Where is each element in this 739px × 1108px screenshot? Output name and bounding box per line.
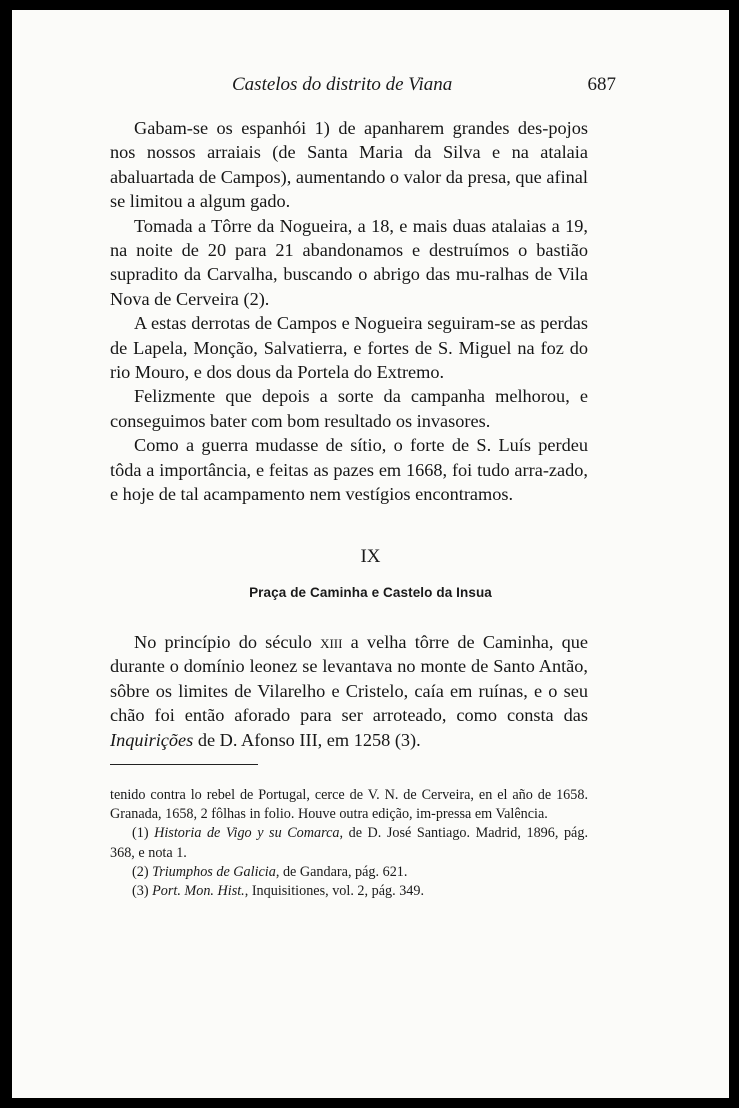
main-text [110,116,588,507]
century-numeral: xiii [320,632,343,652]
section-p1-italic: Inquirições [110,729,194,750]
footnote-2 [110,863,588,882]
section-p1-mid: a velha tôrre de Caminha, que durante o domínio leonez se levantava no monte de Santo Antão, sôbre os limites de Vilarelho e Cristelo, caía em ruínas, e o seu chão foi então aforado para ser arroteado, como consta das [110,632,588,726]
footnote-2-mark: (2) [132,863,153,880]
page-header [12,74,729,104]
paragraph-2: Tomada a Tôrre da Nogueira, a 18, e mais duas atalaias a 19, na noite de 20 para 21 abandonamos e destruímos o bastião supradito da Carvalha, buscando o abrigo das mu-ralhas de Vila Nova de Cerveira (2). [110,215,588,309]
footnote-3 [110,882,588,901]
footnote-continuation: tenido contra lo rebel de Portugal, cerce de V. N. de Cerveira, en el año de 1658. Granada, 1658, 2 fôlhas in folio. Houve outra edição, im-pressa em Valência. [110,787,588,823]
section-title: Praça de Caminha e Castelo da Insua [249,585,492,600]
paragraph-1: Gabam-se os espanhói 1) de apanharem grandes des-pojos nos nossos arraiais (de Santa Maria da Silva e na atalaia abaluartada de Campos), aumentando o valor da presa, que afinal se limitou a algum gado. [110,118,588,212]
book-page [12,10,729,1098]
footnotes [110,786,588,901]
section-paragraph-1 [110,630,588,752]
section-number: IX [360,546,381,567]
running-title: Castelos do distrito de Viana [232,74,453,95]
footnote-3-rest: , Inquisitiones, vol. 2, pág. 349. [244,883,425,900]
section-p1-end: de D. Afonso III, em 1258 (3). [193,729,421,750]
footnote-rule [110,764,258,765]
footnote-1-mark: (1) [132,825,155,842]
paragraph-4: Felizmente que depois a sorte da campanha melhorou, e conseguimos bater com bom resultado os invasores. [110,386,588,431]
footnote-1-rest: , de D. José Santiago. Madrid, 1896, pág. 368, e nota 1. [110,825,588,861]
footnote-3-mark: (3) [132,883,153,900]
paragraph-5: Como a guerra mudasse de sítio, o forte de S. Luís perdeu tôda a importância, e feitas as pazes em 1668, foi tudo arra-zado, e hoje de tal acampamento nem vestígios encontramos. [110,435,588,505]
paragraph-3: A estas derrotas de Campos e Nogueira seguiram-se as perdas de Lapela, Monção, Salvatierra, e fortes de S. Miguel na foz do rio Mouro, e dos dous da Portela do Extremo. [110,313,588,383]
footnote-1-title: Historia de Vigo y su Comarca [154,825,340,842]
footnote-3-title: Port. Mon. Hist. [152,883,245,900]
footnote-2-title: Triumphos de Galicia [152,863,276,880]
page-number: 687 [587,74,616,95]
footnote-2-rest: , de Gandara, pág. 621. [275,863,408,880]
section-text [110,630,588,752]
footnote-1 [110,824,588,862]
section-p1-start: No princípio do século [134,632,321,652]
